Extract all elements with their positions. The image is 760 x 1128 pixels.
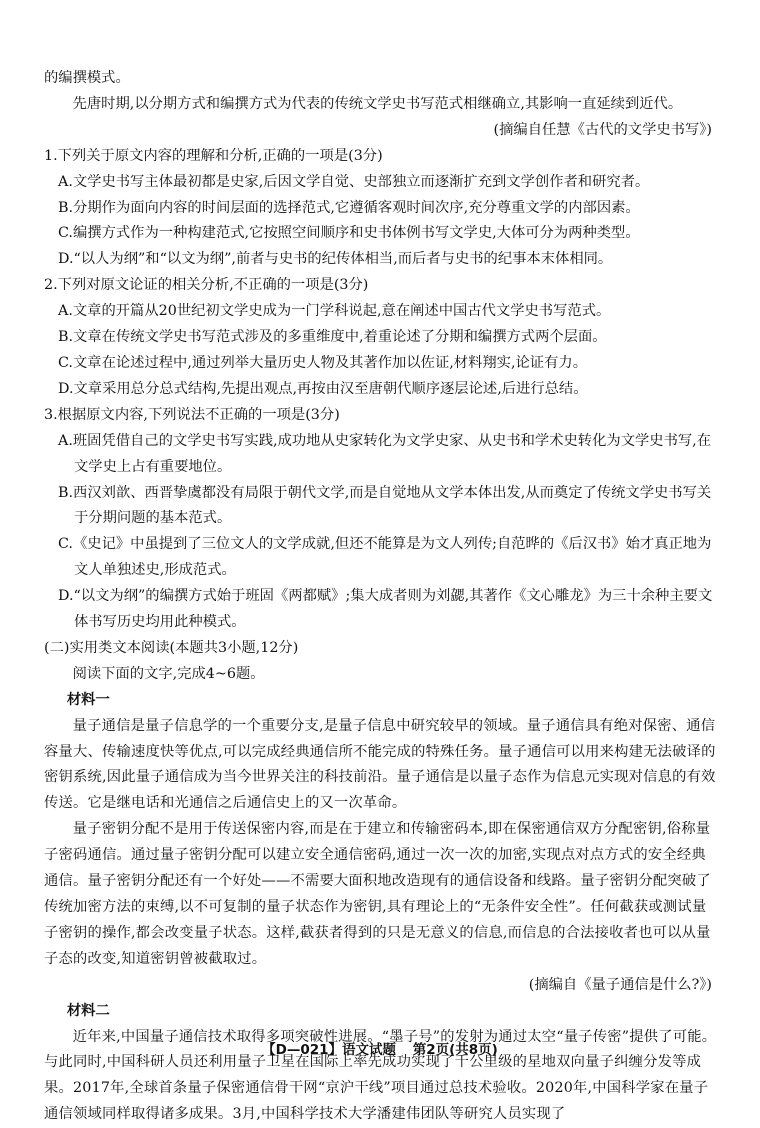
document-body (44, 66, 720, 1128)
paragraph: 材料一 (66, 691, 110, 708)
paragraph: A.文章的开篇从20世纪初文学史成为一门学科说起,意在阐述中国古代文学史书写范式。 (58, 303, 611, 320)
paragraph: (二)实用类文本阅读(本题共3小题,12分) (44, 639, 299, 656)
paragraph: D.“以人为纲”和“以文为纲”,前者与史书的纪传体相当,而后者与史书的纪事本末体相同。 (58, 251, 613, 268)
paragraph: (摘编自任慧《古代的文学史书写》) (493, 121, 712, 138)
page-footer (0, 1038, 760, 1058)
paragraph: A.文学史书写主体最初都是史家,后因文学自觉、史部独立而逐渐扩充到文学创作者和研究者。 (58, 173, 650, 190)
exam-code: 【D—021】语文试题 (262, 1042, 397, 1058)
paragraph: 2.下列对原文论证的相关分析,不正确的一项是(3分) (44, 277, 369, 294)
paragraph: 3.根据原文内容,下列说法不正确的一项是(3分) (44, 406, 340, 423)
paragraph: 1.下列关于原文内容的理解和分析,正确的一项是(3分) (44, 147, 383, 164)
paragraph: 先唐时期,以分期方式和编撰方式为代表的传统文学史书写范式相继确立,其影响一直延续到近代。 (72, 95, 683, 112)
paragraph: C.文章在论述过程中,通过列举大量历史人物及其著作加以佐证,材料翔实,论证有力。 (58, 354, 587, 371)
paragraph: A.班固凭借自己的文学史书写实践,成功地从史家转化为文学史家、从史书和学术史转化为文学史书写,在文学史上占有重要地位。 (58, 432, 712, 475)
paragraph: 近年来,中国量子通信技术取得多项突破性进展。“墨子号”的发射为通过太空“量子传密”提供了可能。与此同时,中国科研人员还利用量子卫星在国际上率先成功实现了千公里级的星地双向量子纠缠分发等成果。2017年,全球首条量子保密通信骨干网“京沪干线”项目通过总技术验收。2020年,中国科学家在量子通信领域同样取得诸多成果。3月,中国科学技术大学潘建伟团队等研究人员实现了 (44, 1028, 717, 1123)
paragraph: 材料二 (66, 1002, 110, 1019)
paragraph: 阅读下面的文字,完成4~6题。 (72, 665, 265, 682)
paragraph: C.编撰方式作为一种构建范式,它按照空间顺序和史书体例书写文学史,大体可分为两种类型。 (58, 225, 640, 242)
paragraph: B.文章在传统文学史书写范式涉及的多重维度中,着重论述了分期和编撰方式两个层面。 (58, 329, 607, 346)
paragraph: (摘编自《量子通信是什么?》) (528, 976, 712, 993)
page-number: 第2页(共8页) (412, 1042, 498, 1058)
paragraph: 量子通信是量子信息学的一个重要分支,是量子信息中研究较早的领域。量子通信具有绝对保密、通信容量大、传输速度快等优点,可以完成经典通信所不能完成的特殊任务。量子通信可以用来构建无法破译的密钥系统,因此量子通信成为当今世界关注的科技前沿。量子通信是以量子态作为信息元实现对信息的有效传送。它是继电话和光通信之后通信史上的又一次革命。 (44, 717, 716, 812)
paragraph: 量子密钥分配不是用于传送保密内容,而是在于建立和传输密码本,即在保密通信双方分配密钥,俗称量子密码通信。通过量子密钥分配可以建立安全通信密码,通过一次一次的加密,实现点对点方式的安全经典通信。量子密钥分配还有一个好处——不需要大面积地改造现有的通信设备和线路。量子密钥分配突破了传统加密方法的束缚,以不可复制的量子状态作为密钥,具有理论上的“无条件安全性”。任何截获或测试量子密钥的操作,都会改变量子状态。这样,截获者得到的只是无意义的信息,而信息的合法接收者也可以从量子态的改变,知道密钥曾被截取过。 (44, 821, 711, 967)
paragraph: B.分期作为面向内容的时间层面的选择范式,它遵循客观时间次序,充分尊重文学的内部因素。 (58, 199, 640, 216)
paragraph: D.“以文为纲”的编撰方式始于班固《两都赋》;集大成者则为刘勰,其著作《文心雕龙》为三十余种主要文体书写历史均用此种模式。 (58, 588, 713, 631)
paragraph: 的编撰模式。 (44, 70, 130, 86)
paragraph: C.《史记》中虽提到了三位文人的文学成就,但还不能算是为文人列传;自范晔的《后汉书》始才真正地为文人单独述史,形成范式。 (58, 536, 712, 579)
paragraph: D.文章采用总分总式结构,先提出观点,再按由汉至唐朝代顺序逐层论述,后进行总结。 (58, 380, 588, 397)
paragraph: B.西汉刘歆、西晋挚虞都没有局限于朝代文学,而是自觉地从文学本体出发,从而奠定了传统文学史书写关于分期问题的基本范式。 (58, 484, 712, 527)
